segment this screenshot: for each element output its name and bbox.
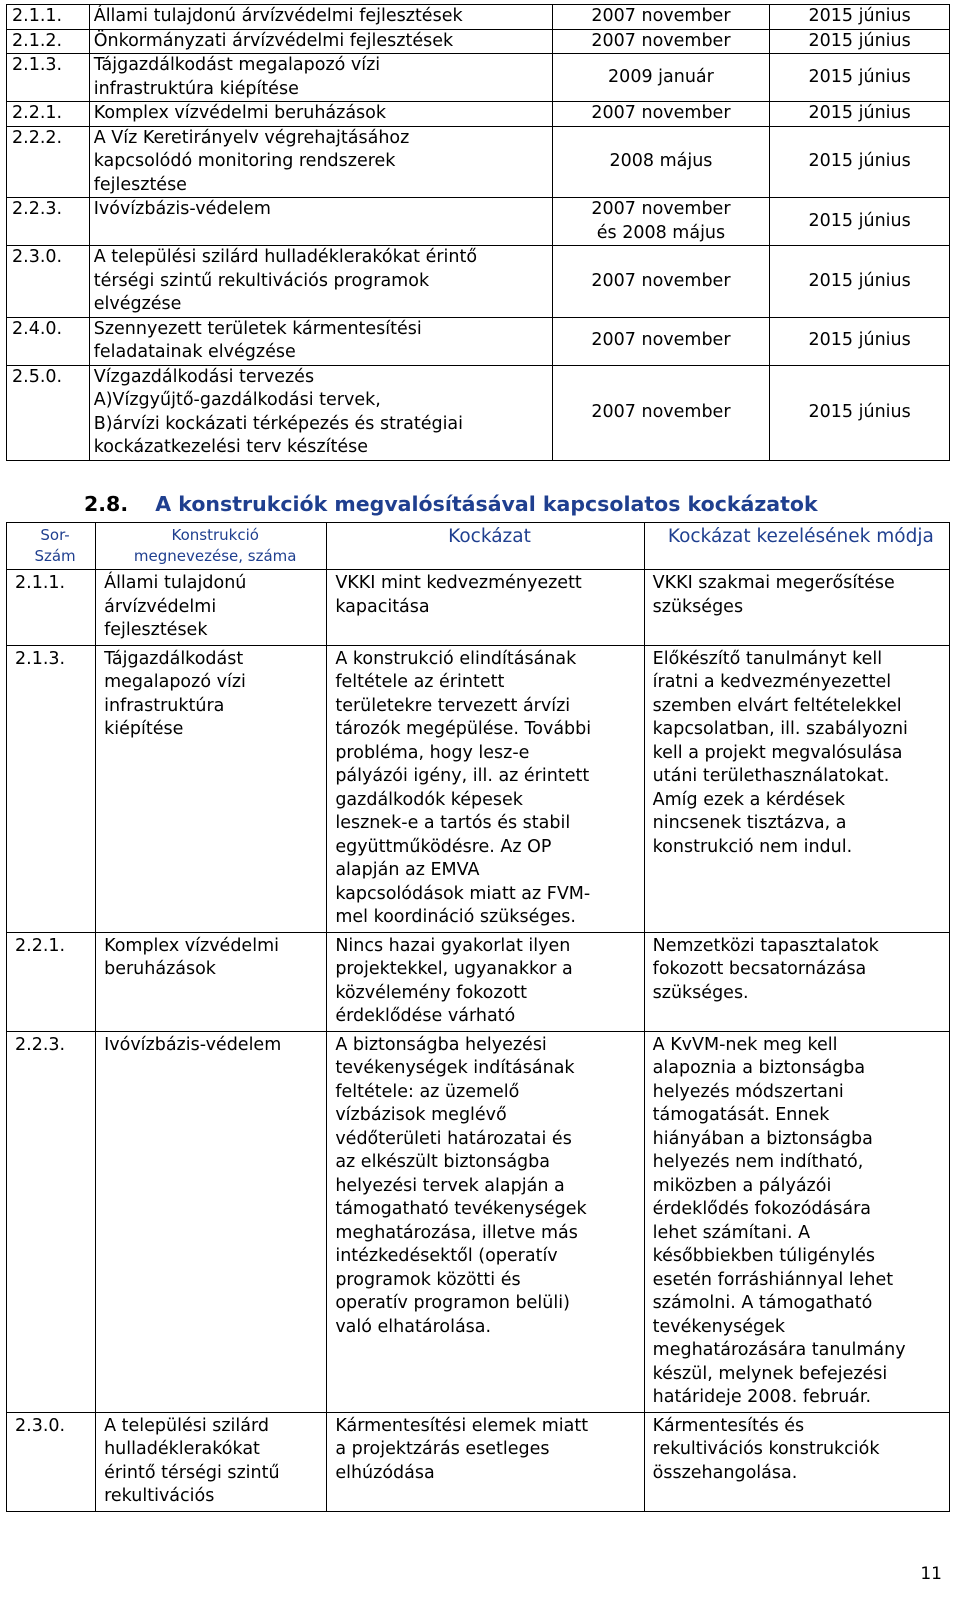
schedule-name: Ivóvízbázis-védelem xyxy=(89,198,552,246)
schedule-num: 2.4.0. xyxy=(7,317,90,365)
schedule-end: 2015 június xyxy=(770,365,950,460)
schedule-name: Komplex vízvédelmi beruházások xyxy=(89,102,552,127)
schedule-num: 2.2.2. xyxy=(7,126,90,198)
schedule-num: 2.2.3. xyxy=(7,198,90,246)
schedule-name: Önkormányzati árvízvédelmi fejlesztések xyxy=(89,29,552,54)
schedule-start: 2007 november xyxy=(552,317,770,365)
section-heading xyxy=(84,493,818,517)
schedule-name: Tájgazdálkodást megalapozó vízi infrastruktúra kiépítése xyxy=(89,54,552,102)
risk-description: Nincs hazai gyakorlat ilyen projektekkel, ugyanakkor a közvélemény fokozott érdeklődése várható xyxy=(327,932,644,1031)
schedule-num: 2.3.0. xyxy=(7,246,90,318)
schedule-row xyxy=(7,102,950,127)
risk-handling: A KvVM-nek meg kell alapoznia a biztonságba helyezés módszertani támogatását. Ennek hiányában a biztonságba helyezés nem indítható, miközben a pályázói érdeklődés fokozódására lehet számítani. A későbbiekben túligénylés esetén forráshiánnyal lehet számolni. A támogatható tevékenységek meghatározására tanulmány készül, melynek befejezési határideje 2008. február. xyxy=(644,1031,949,1412)
schedule-end: 2015 június xyxy=(770,246,950,318)
risk-num: 2.1.1. xyxy=(7,570,96,646)
page-number: 11 xyxy=(920,1563,942,1584)
schedule-end: 2015 június xyxy=(770,317,950,365)
schedule-end: 2015 június xyxy=(770,102,950,127)
schedule-row xyxy=(7,246,950,318)
risk-description: Kármentesítési elemek miatt a projektzárás esetleges elhúzódása xyxy=(327,1412,644,1511)
schedule-name: Szennyezett területek kármentesítési feladatainak elvégzése xyxy=(89,317,552,365)
risk-num: 2.2.3. xyxy=(7,1031,96,1412)
risk-construction: A települési szilárd hulladéklerakókat érintő térségi szintű rekultivációs xyxy=(96,1412,327,1511)
schedule-end: 2015 június xyxy=(770,198,950,246)
header-construction: Konstrukció megnevezése, száma xyxy=(96,523,327,570)
section-number: 2.8. xyxy=(84,492,129,516)
risk-construction: Tájgazdálkodást megalapozó vízi infrastruktúra kiépítése xyxy=(96,645,327,932)
risk-handling: Nemzetközi tapasztalatok fokozott becsatornázása szükséges. xyxy=(644,932,949,1031)
risk-table-header xyxy=(7,523,950,570)
schedule-num: 2.2.1. xyxy=(7,102,90,127)
risk-row xyxy=(7,570,950,646)
schedule-row xyxy=(7,29,950,54)
schedule-start: 2007 november xyxy=(552,29,770,54)
schedule-end: 2015 június xyxy=(770,126,950,198)
schedule-name: A Víz Keretirányelv végrehajtásához kapcsolódó monitoring rendszerek fejlesztése xyxy=(89,126,552,198)
risk-construction: Ivóvízbázis-védelem xyxy=(96,1031,327,1412)
schedule-num: 2.5.0. xyxy=(7,365,90,460)
risk-table xyxy=(6,522,950,1512)
schedule-row xyxy=(7,365,950,460)
schedule-start: 2007 november és 2008 május xyxy=(552,198,770,246)
risk-description: VKKI mint kedvezményezett kapacitása xyxy=(327,570,644,646)
schedule-table xyxy=(6,4,950,461)
schedule-end: 2015 június xyxy=(770,5,950,30)
schedule-name: Állami tulajdonú árvízvédelmi fejlesztések xyxy=(89,5,552,30)
schedule-end: 2015 június xyxy=(770,54,950,102)
section-title: A konstrukciók megvalósításával kapcsolatos kockázatok xyxy=(155,492,818,516)
schedule-name: A települési szilárd hulladéklerakókat érintő térségi szintű rekultivációs programok elvégzése xyxy=(89,246,552,318)
schedule-start: 2008 május xyxy=(552,126,770,198)
schedule-start: 2009 január xyxy=(552,54,770,102)
schedule-start: 2007 november xyxy=(552,365,770,460)
risk-handling: VKKI szakmai megerősítése szükséges xyxy=(644,570,949,646)
risk-description: A biztonságba helyezési tevékenységek indításának feltétele: az üzemelő vízbázisok meglévő védőterületi határozatai és az elkészült biztonságba helyezési tervek alapján a támogatható tevékenységek meghatározása, illetve más intézkedésektől (operatív programok közötti és operatív programon belüli) való elhatárolása. xyxy=(327,1031,644,1412)
risk-row xyxy=(7,645,950,932)
header-handling: Kockázat kezelésének módja xyxy=(644,523,949,570)
schedule-start: 2007 november xyxy=(552,246,770,318)
risk-row xyxy=(7,1031,950,1412)
risk-num: 2.2.1. xyxy=(7,932,96,1031)
header-risk: Kockázat xyxy=(327,523,644,570)
schedule-row xyxy=(7,54,950,102)
risk-num: 2.3.0. xyxy=(7,1412,96,1511)
risk-row xyxy=(7,1412,950,1511)
schedule-num: 2.1.1. xyxy=(7,5,90,30)
schedule-row xyxy=(7,5,950,30)
schedule-row xyxy=(7,126,950,198)
risk-num: 2.1.3. xyxy=(7,645,96,932)
schedule-start: 2007 november xyxy=(552,5,770,30)
risk-handling: Kármentesítés és rekultivációs konstrukciók összehangolása. xyxy=(644,1412,949,1511)
risk-handling: Előkészítő tanulmányt kell íratni a kedvezményezettel szemben elvárt feltételekkel kapcsolatban, ill. szabályozni kell a projekt megvalósulása utáni területhasználatokat. Amíg ezek a kérdések nincsenek tisztázva, a konstrukció nem indul. xyxy=(644,645,949,932)
risk-row xyxy=(7,932,950,1031)
schedule-num: 2.1.3. xyxy=(7,54,90,102)
risk-construction: Komplex vízvédelmi beruházások xyxy=(96,932,327,1031)
schedule-end: 2015 június xyxy=(770,29,950,54)
schedule-row xyxy=(7,317,950,365)
schedule-name: Vízgazdálkodási tervezés A)Vízgyűjtő-gazdálkodási tervek, B)árvízi kockázati térképezés és stratégiai kockázatkezelési terv készítése xyxy=(89,365,552,460)
risk-construction: Állami tulajdonú árvízvédelmi fejlesztések xyxy=(96,570,327,646)
schedule-start: 2007 november xyxy=(552,102,770,127)
risk-description: A konstrukció elindításának feltétele az érintett területekre tervezett árvízi tározók megépülése. További probléma, hogy lesz-e pályázói igény, ill. az érintett gazdálkodók képesek lesznek-e a tartós és stabil együttműködésre. Az OP alapján az EMVA kapcsolódások miatt az FVM- mel koordináció szükséges. xyxy=(327,645,644,932)
header-num: Sor- Szám xyxy=(7,523,96,570)
schedule-row xyxy=(7,198,950,246)
schedule-num: 2.1.2. xyxy=(7,29,90,54)
